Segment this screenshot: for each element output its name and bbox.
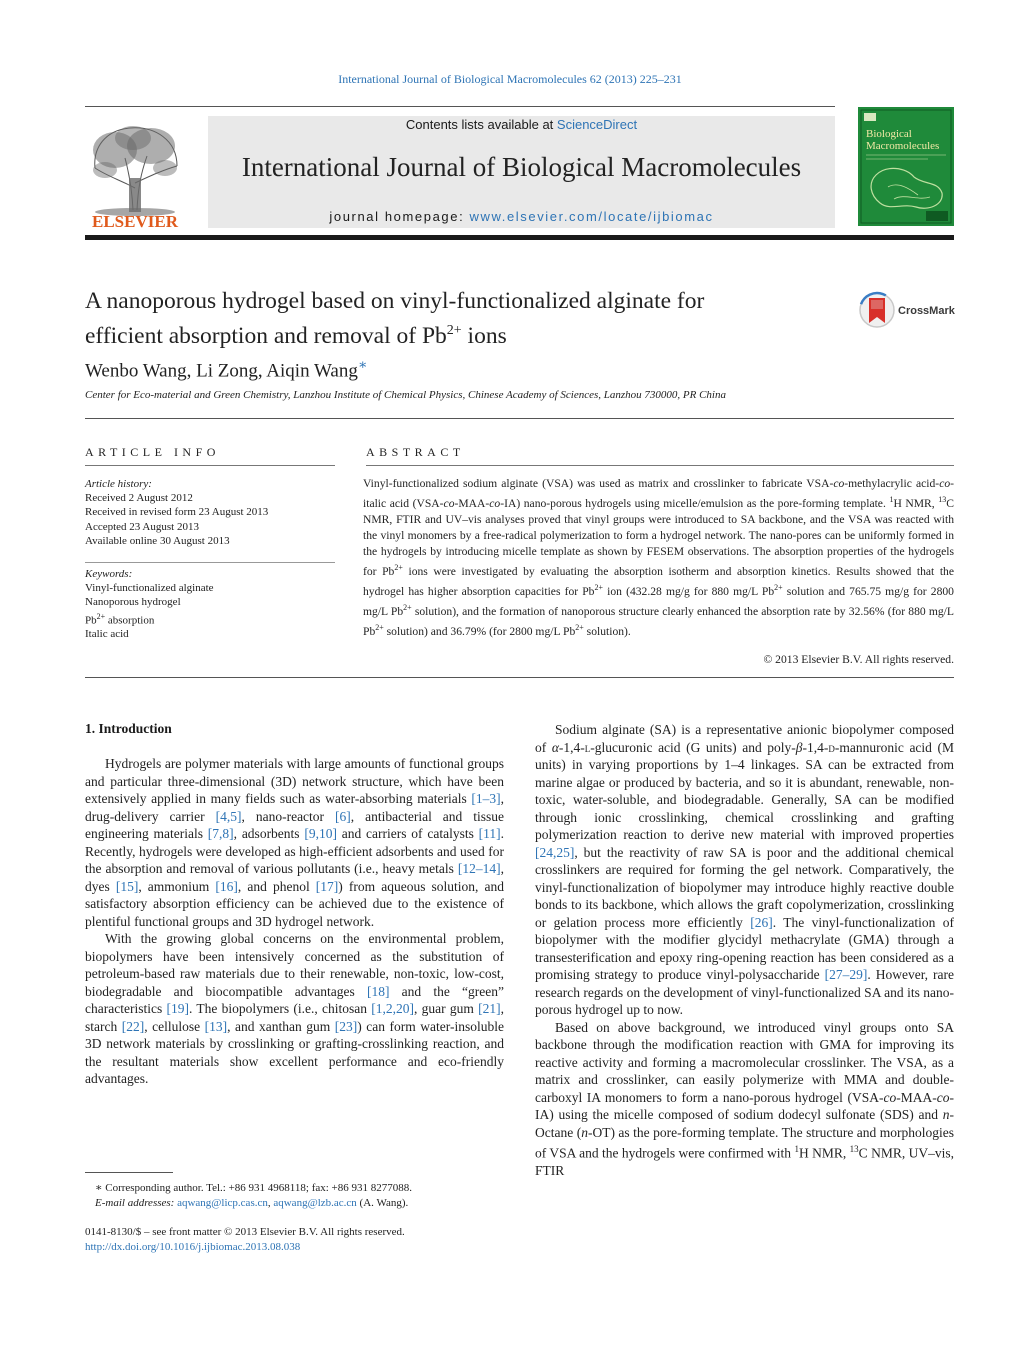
ref-24-25[interactable]: [24,25] <box>535 844 575 860</box>
ref-12-14[interactable]: [12–14] <box>457 861 501 876</box>
abstract-paragraph: Vinyl-functionalized sodium alginate (VSA) was used as matrix and crosslinker to fabricate VSA-co-methylacrylic acid-co-italic acid (VSA-co-MAA-co-IA) nano-porous hydrogels using micelle/emulsion as the pore-forming template. $^1$H NMR, $^{13}$C NMR, FTIR and UV–vis analyses proved that vinyl groups were introduced to SA backbone, and the VSA was reacted with the vinyl monomers by a free-radical polymerization to form a hydrogel network. The nano-pores can be uniformly formed in the hydrogels by introducing micelle template as shown by FESEM observations. The absorption properties of the hydrogels for $Pb^{2+}$ ions were investigated by evaluating the absorption isotherm and absorption kinetics. Results showed that the hydrogel has higher absorption capacities for $Pb^{2+}$ ion (432.28 mg/g for 880 mg/L $Pb^{2+}$ solution and 765.75 mg/g for 2800 mg/L $Pb^{2+}$ solution), and the formation of nanoporous structure clearly enhanced the absorption rate by 32.56% (for 880 mg/L $Pb^{2+}$ solution) and 36.79% (for 2800 mg/L $Pb^{2+}$ solution). <box>363 477 955 639</box>
corresponding-author-note: ∗ Corresponding author. Tel.: +86 931 4968118; fax: +86 931 8277088. <box>95 1182 413 1194</box>
keywords-label: Keywords: <box>85 568 133 580</box>
crossmark-label: CrossMark <box>898 305 955 317</box>
contents-prefix: Contents lists available at <box>405 117 557 132</box>
abstract-text <box>363 476 954 640</box>
email-label: E-mail addresses: <box>95 1196 178 1209</box>
email-link-2[interactable]: aqwang@lzb.ac.cn <box>273 1196 357 1209</box>
ref-9-10[interactable]: [9,10] <box>304 826 337 841</box>
journal-citation[interactable]: International Journal of Biological Macromolecules 62 (2013) 225–231 <box>338 72 682 86</box>
ref-1-2-20[interactable]: [1,2,20] <box>371 1001 414 1016</box>
issn-line: 0141-8130/$ – see front matter © 2013 Elsevier B.V. All rights reserved. <box>85 1226 405 1238</box>
cover-title-line2: Macromolecules <box>866 140 940 152</box>
cover-title-line1: Biological <box>866 128 912 140</box>
ref-23[interactable]: [23] <box>334 1018 358 1034</box>
homepage-prefix: journal homepage: <box>329 209 470 224</box>
history-accepted: Accepted 23 August 2013 <box>85 520 199 533</box>
authors-names: Wenbo Wang, Li Zong, Aiqin Wang <box>85 360 358 382</box>
history-online: Available online 30 August 2013 <box>85 534 230 547</box>
history-revised: Received in revised form 23 August 2013 <box>85 506 269 519</box>
contents-line <box>208 117 835 132</box>
keyword-4: Italic acid <box>85 628 129 641</box>
ref-22[interactable]: [22] <box>121 1018 145 1034</box>
introduction-heading: 1. Introduction <box>85 721 172 736</box>
abstract-end-rule <box>85 677 954 678</box>
ref-1-3[interactable]: [1–3] <box>471 791 501 806</box>
ref-15[interactable]: [15] <box>115 878 139 894</box>
sciencedirect-link[interactable]: ScienceDirect <box>556 117 638 132</box>
journal-homepage <box>208 209 835 224</box>
history-label: Article history: <box>85 478 152 490</box>
affiliation: Center for Eco-material and Green Chemistry, Lanzhou Institute of Chemical Physics, Chinese Academy of Sciences, Lanzhou 730000, PR China <box>85 389 726 401</box>
keyword-3 <box>85 610 345 628</box>
email-suffix: (A. Wang). <box>356 1196 409 1209</box>
ref-19[interactable]: [19] <box>166 1001 189 1016</box>
ref-11[interactable]: [11] <box>478 826 501 841</box>
abstract-heading: ABSTRACT <box>366 445 465 459</box>
abstract-rule <box>366 465 954 466</box>
ref-26[interactable]: [26] <box>750 914 773 930</box>
history-received: Received 2 August 2012 <box>85 492 193 505</box>
ref-6[interactable]: [6] <box>335 808 351 824</box>
ref-4-5[interactable]: [4,5] <box>215 808 242 824</box>
journal-title: International Journal of Biological Macromolecules <box>241 152 802 182</box>
footnotes <box>85 1181 535 1210</box>
intro-paragraph-2: With the growing global concerns on the environmental problem, biopolymers have been intensively concerned as the substitution of petroleum-based raw materials due to their renewable, non-toxic, low-cost, biodegradable and biocompatible advantages [18] and the “green” characteristics [19]. The biopolymers (i.e., chitosan [1,2,20], guar gum [21], starch [22], cellulose [13], and xanthan gum [23]) can form water-insoluble 3D network materials by crosslinking or grafting-crosslinking reaction, and the resultant materials show excellent performance and eco-friendly advantages. <box>85 931 505 1086</box>
doi-link[interactable]: http://dx.doi.org/10.1016/j.ijbiomac.2013.08.038 <box>85 1241 301 1253</box>
intro-paragraph-4: Based on above background, we introduced vinyl groups onto SA backbone through the modification reaction with GMA for improving its reactive activity and forming a macromolecular crosslinker. The VSA, as a matrix and crosslinker, can easily polymerize with MMA and double-carboxyl IA monomers to form a nano-porous hydrogel (VSA-co-MAA-co-IA) using the micelle composed of sodium dodecyl sulfonate (SDS) and n-Octane (n-OT) as the pore-forming template. The structure and morphologies of VSA and the hydrogels were confirmed with $^1$H NMR, $^{13}$C NMR, UV–vis, FTIR <box>535 1019 955 1178</box>
ref-18[interactable]: [18] <box>366 983 390 999</box>
body-column-right <box>535 721 954 1180</box>
article-info-heading: ARTICLE INFO <box>85 445 220 459</box>
elsevier-wordmark: ELSEVIER <box>92 212 178 231</box>
affiliation-rule <box>85 418 954 419</box>
keyword-1: Vinyl-functionalized alginate <box>85 582 214 595</box>
title-superscript: 2+ <box>446 323 462 338</box>
keyword-3-prefix: Pb <box>85 614 97 627</box>
article-history <box>85 477 345 548</box>
header-thick-rule <box>85 235 954 240</box>
title-line1: A nanoporous hydrogel based on vinyl-functionalized alginate for <box>85 288 705 314</box>
abstract-copyright: © 2013 Elsevier B.V. All rights reserved. <box>763 653 954 666</box>
elsevier-tree-logo <box>85 118 185 232</box>
article-title <box>85 286 825 351</box>
header-rule <box>85 106 835 107</box>
intro-paragraph-1: Hydrogels are polymer materials with large amounts of functional groups and particular three-dimensional (3D) network structure, which have been extensively applied in many fields such as water-absorbing materials [1–3], drug-delivery carrier [4,5], nano-reactor [6], antibacterial and tissue engineering materials [7,8], adsorbents [9,10] and carriers of catalysts [11]. Recently, hydrogels were developed as high-efficient adsorbents and used for the absorption and removal of various pollutants (i.e., heavy metals [12–14], dyes [15], ammonium [16], and phenol [17]) from aqueous solution, and satisfactory absorption efficiency can be achieved due to the existence of plentiful functional groups and 3D hydrogel network. <box>85 756 505 929</box>
title-line2-prefix: efficient absorption and removal of Pb <box>85 322 447 349</box>
keywords <box>85 567 345 642</box>
ref-17[interactable]: [17] <box>315 878 339 894</box>
ref-7-8[interactable]: [7,8] <box>207 826 234 841</box>
email-addresses <box>85 1196 535 1211</box>
keyword-3-suffix: absorption <box>105 614 155 627</box>
homepage-link[interactable]: www.elsevier.com/locate/ijbiomac <box>469 209 714 224</box>
author-list <box>85 357 367 382</box>
email-link-1[interactable]: aqwang@licp.cas.cn <box>177 1196 268 1209</box>
ref-27-29[interactable]: [27–29] <box>824 967 868 982</box>
title-line2-suffix: ions <box>461 322 507 349</box>
body-column-left <box>85 755 504 1088</box>
front-matter-info <box>85 1225 535 1255</box>
keyword-3-sup: 2+ <box>96 611 106 621</box>
keyword-2: Nanoporous hydrogel <box>85 596 181 609</box>
ref-13[interactable]: [13] <box>204 1018 228 1034</box>
article-info-rule <box>85 465 335 466</box>
email-separator: , <box>267 1196 274 1209</box>
crossmark-icon[interactable] <box>858 291 958 329</box>
ref-21[interactable]: [21] <box>478 1001 501 1016</box>
intro-paragraph-3: Sodium alginate (SA) is a representative anionic biopolymer composed of α-1,4-l-glucuronic acid (G units) and poly-β-1,4-d-mannuronic acid (M units) in varying proportions by 1–4 linkages. SA can be extracted from marine algae or produced by bacteria, and so it is abundant, renewable, non-toxic, water-soluble, and biodegradable. Generally, SA can be modified through ionic crosslinking, chemical crosslinking and grafting polymerization reaction to derive new material with improved properties [24,25], but the reactivity of raw SA is poor and the additional chemical crosslinkers are required for forming the gel network. Comparatively, the vinyl-functionalization of biopolymer may introduce highly reactive double bonds to its backbone, which allows the graft copolymerization, crosslinking or gelation process more efficiently [26]. The vinyl-functionalization of biopolymer with the modifier glycidyl methacrylate (GMA) through a transesterification and epoxy ring-opening reaction has been considered as a promising strategy to produce vinyl-polysaccharide [27–29]. However, rare research regards on the development of vinyl-functionalized SA and its nano-porous hydrogel up to now. <box>535 722 954 1017</box>
footnote-rule <box>85 1172 173 1173</box>
ref-16[interactable]: [16] <box>215 878 238 894</box>
journal-cover-thumbnail[interactable] <box>858 107 954 226</box>
keywords-rule <box>85 562 335 563</box>
corresponding-author-mark[interactable]: ∗ <box>357 358 368 373</box>
